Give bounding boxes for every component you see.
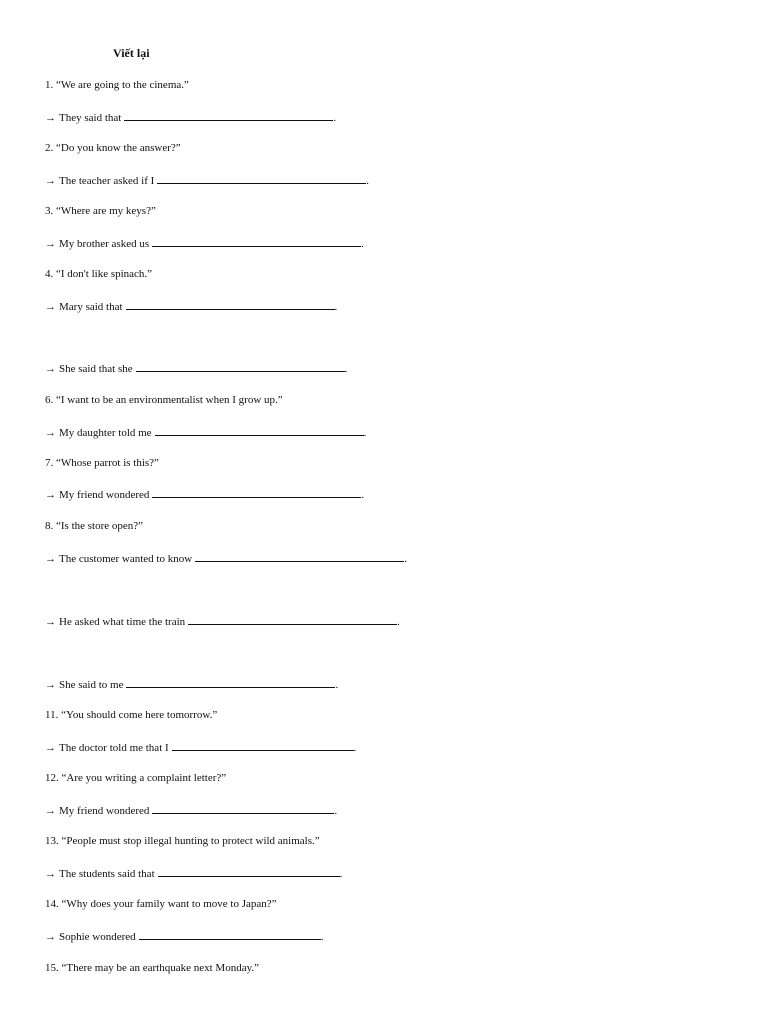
answer-9	[45, 614, 400, 629]
arrow-icon: →	[45, 679, 56, 691]
answer-period-11: .	[353, 742, 357, 754]
question-15: 15. “There may be an earthquake next Monday.”	[45, 962, 260, 974]
answer-2	[45, 173, 369, 188]
answer-14	[45, 929, 323, 944]
answer-period-12: .	[334, 805, 338, 817]
arrow-icon: →	[45, 931, 56, 943]
answer-10	[45, 677, 338, 692]
answer-blank-2[interactable]	[157, 173, 366, 184]
question-13: 13. “People must stop illegal hunting to protect wild animals.”	[45, 835, 320, 847]
question-12: 12. “Are you writing a complaint letter?”	[45, 772, 227, 784]
answer-period-3: .	[361, 238, 364, 250]
answer-6	[45, 425, 366, 440]
arrow-icon: →	[45, 868, 56, 880]
answer-8	[45, 551, 407, 566]
answer-period-10: .	[335, 679, 339, 691]
answer-blank-4[interactable]	[126, 299, 335, 310]
answer-blank-1[interactable]	[124, 110, 333, 121]
answer-prompt-12: My friend wondered	[59, 805, 150, 817]
question-11: 11. “You should come here tomorrow.”	[45, 709, 218, 721]
answer-12	[45, 803, 337, 818]
arrow-icon: →	[45, 175, 56, 187]
answer-period-9: .	[397, 616, 400, 628]
question-6: 6. “I want to be an environmentalist when I grow up.”	[45, 394, 283, 406]
answer-blank-3[interactable]	[152, 236, 361, 247]
question-4: 4. “I don't like spinach.”	[45, 268, 153, 280]
arrow-icon: →	[45, 301, 56, 313]
answer-13	[45, 866, 342, 881]
answer-7	[45, 487, 364, 502]
answer-1	[45, 110, 336, 125]
arrow-icon: →	[45, 363, 56, 375]
answer-3	[45, 236, 364, 251]
answer-prompt-13: The students said that	[59, 868, 155, 880]
arrow-icon: →	[45, 238, 56, 250]
arrow-icon: →	[45, 553, 56, 565]
answer-period-1: .	[333, 112, 337, 124]
arrow-icon: →	[45, 742, 56, 754]
answer-prompt-9: He asked what time the train	[59, 616, 186, 628]
arrow-icon: →	[45, 112, 56, 124]
arrow-icon: →	[45, 427, 56, 439]
question-1: 1. “We are going to the cinema.”	[45, 79, 189, 91]
answer-prompt-2: The teacher asked if I	[59, 175, 155, 187]
answer-blank-5[interactable]	[136, 361, 345, 372]
arrow-icon: →	[45, 805, 56, 817]
answer-blank-11[interactable]	[172, 740, 354, 751]
answer-11	[45, 740, 356, 755]
answer-blank-13[interactable]	[158, 866, 340, 877]
answer-prompt-6: My daughter told me	[59, 427, 152, 439]
question-8: 8. “Is the store open?”	[45, 520, 144, 532]
answer-prompt-14: Sophie wondered	[59, 931, 136, 943]
answer-period-5: .	[344, 363, 348, 375]
answer-5	[45, 361, 347, 376]
worksheet-title: Viết lại	[113, 46, 150, 60]
answer-prompt-3: My brother asked us	[59, 238, 150, 250]
answer-period-14: .	[320, 931, 324, 943]
answer-4	[45, 299, 337, 314]
arrow-icon: →	[45, 616, 56, 628]
answer-prompt-5: She said that she	[59, 363, 133, 375]
question-14: 14. “Why does your family want to move to Japan?”	[45, 898, 277, 910]
answer-blank-9[interactable]	[188, 614, 397, 625]
question-2: 2. “Do you know the answer?”	[45, 142, 181, 154]
answer-blank-12[interactable]	[152, 803, 334, 814]
arrow-icon: →	[45, 489, 56, 501]
question-7: 7. “Whose parrot is this?”	[45, 457, 159, 469]
answer-period-8: .	[404, 553, 407, 565]
answer-prompt-1: They said that	[59, 112, 122, 124]
answer-period-6: .	[363, 427, 367, 439]
answer-prompt-7: My friend wondered	[59, 489, 150, 501]
answer-blank-10[interactable]	[126, 677, 335, 688]
answer-blank-8[interactable]	[195, 551, 404, 562]
answer-prompt-8: The customer wanted to know	[59, 553, 193, 565]
answer-period-7: .	[361, 489, 365, 501]
question-3: 3. “Where are my keys?”	[45, 205, 156, 217]
answer-period-4: .	[334, 301, 338, 313]
answer-prompt-4: Mary said that	[59, 301, 123, 313]
answer-period-2: .	[366, 175, 370, 187]
answer-prompt-11: The doctor told me that I	[59, 742, 169, 754]
answer-blank-7[interactable]	[152, 487, 361, 498]
answer-prompt-10: She said to me	[59, 679, 124, 691]
answer-period-13: .	[339, 868, 343, 880]
answer-blank-14[interactable]	[139, 929, 321, 940]
answer-blank-6[interactable]	[155, 425, 364, 436]
